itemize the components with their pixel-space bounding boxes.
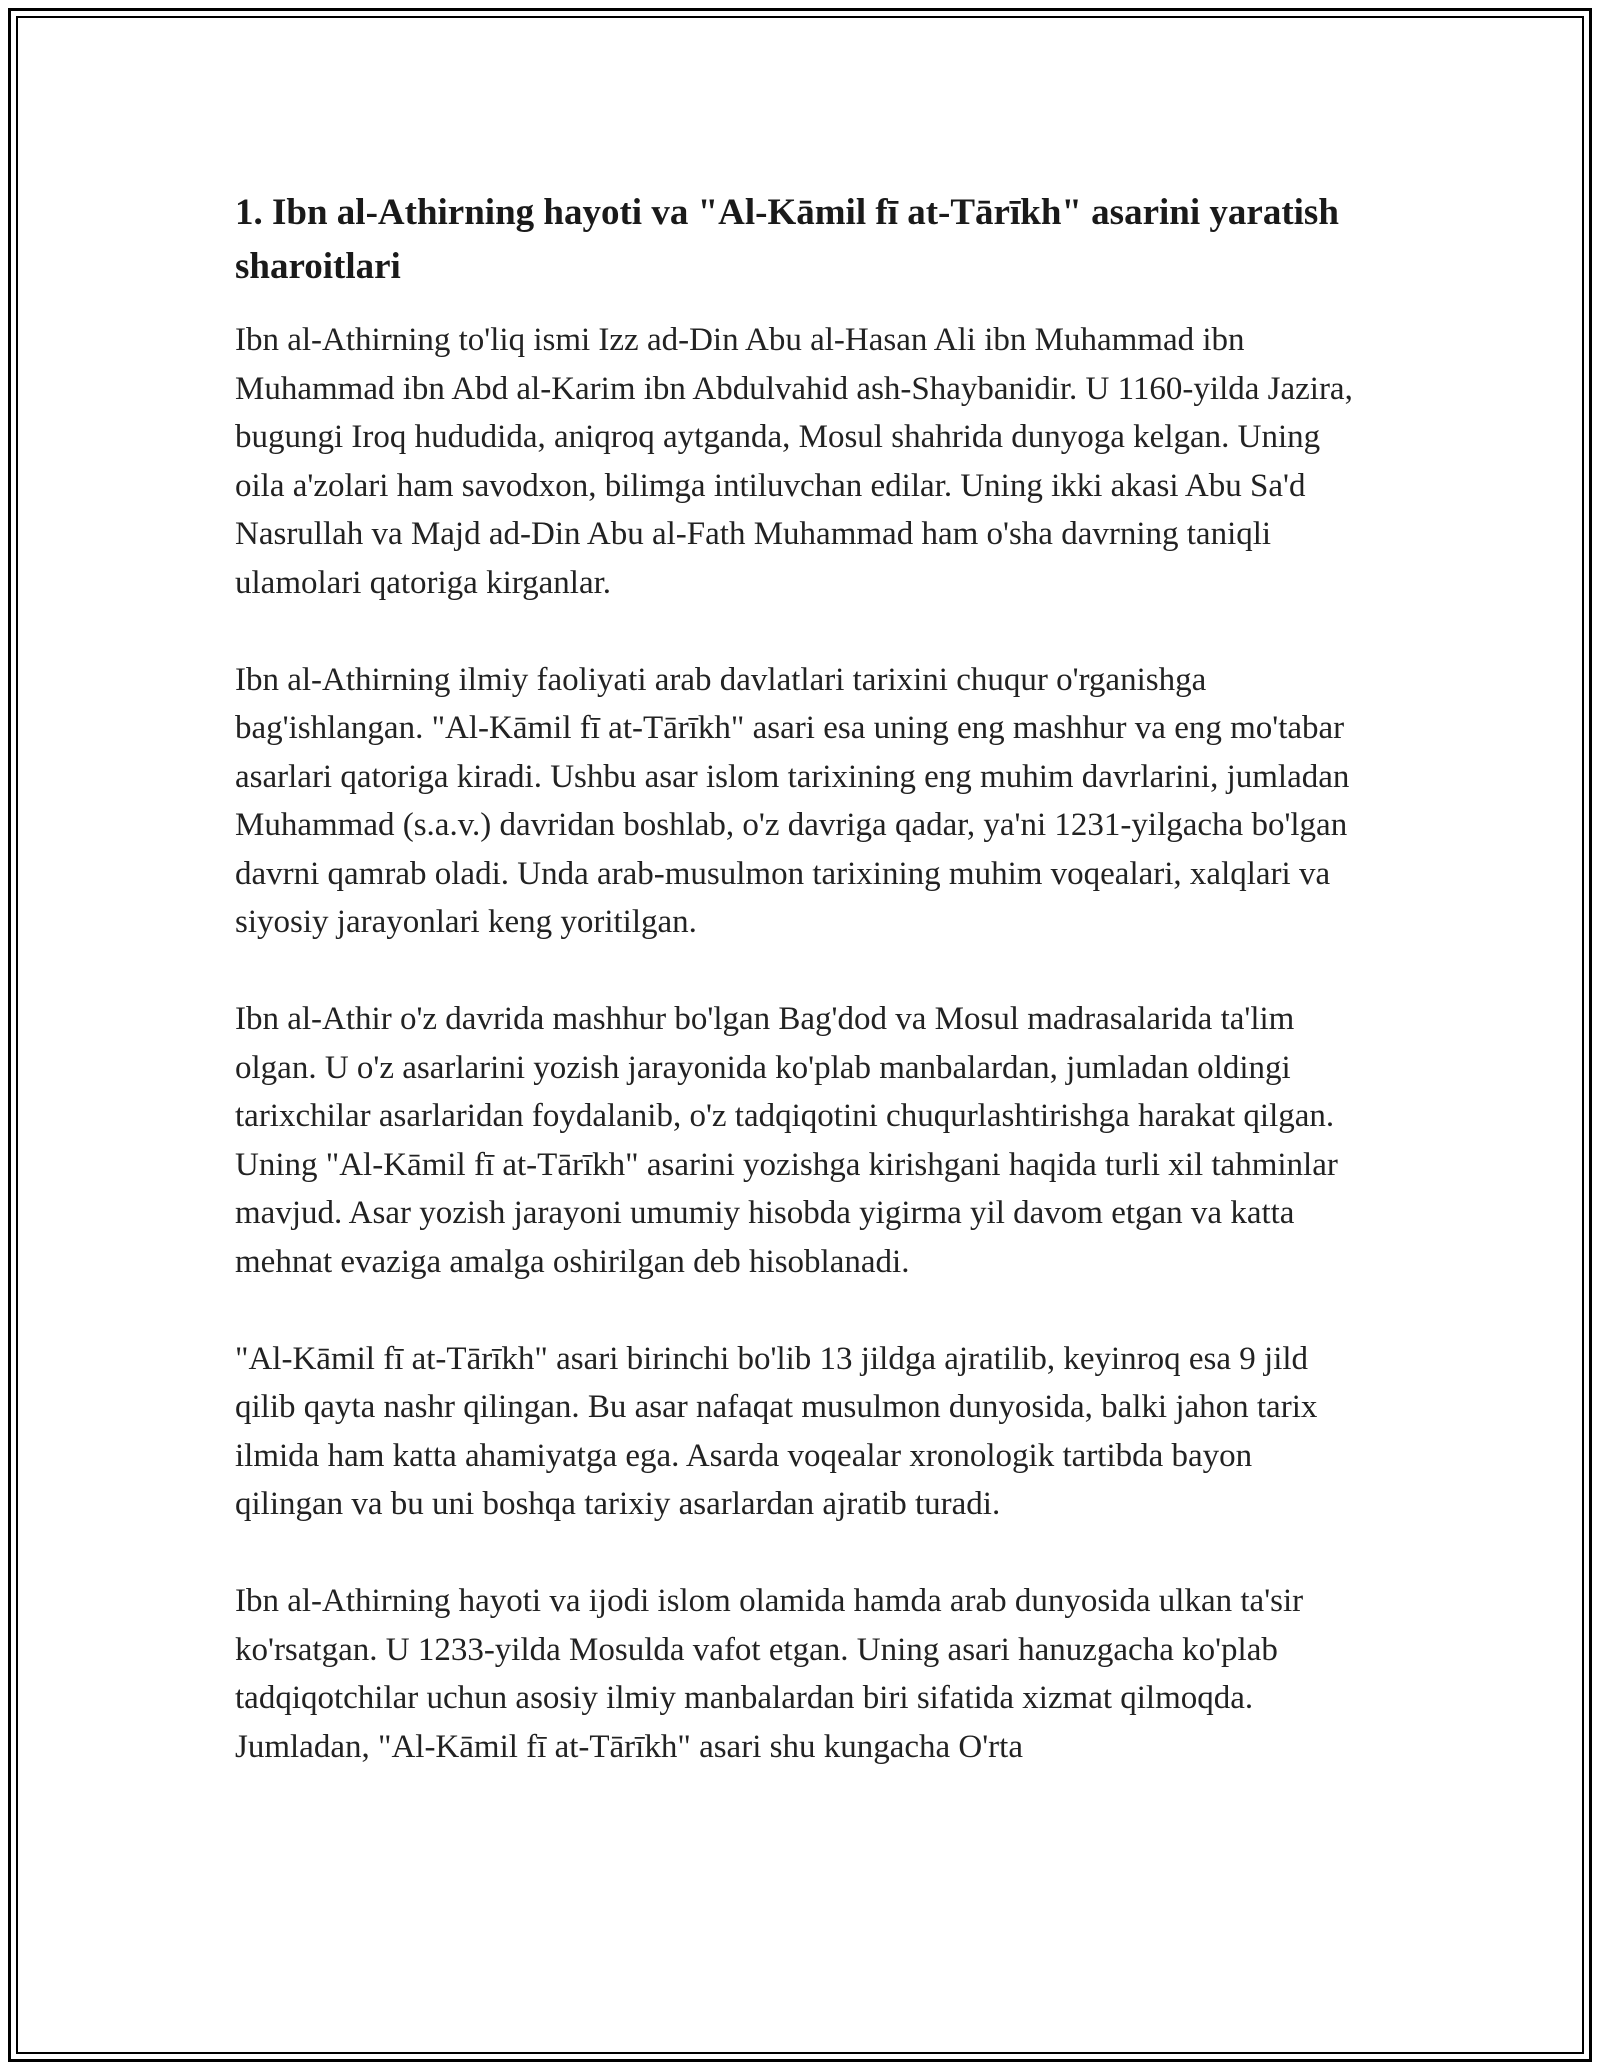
paragraph-4: "Al-Kāmil fī at-Tārīkh" asari birinchi bo'lib 13 jildga ajratilib, keyinroq esa 9 jild qilib qayta nashr qilingan. Bu asar nafaqat musulmon dunyosida, balki jahon tarix ilmida ham katta ahamiyatga ega. Asarda voqealar xronologik tartibda bayon qilingan va bu uni boshqa tarixiy asarlardan ajratib turadi. (235, 1340, 1318, 1522)
paragraph-2: Ibn al-Athirning ilmiy faoliyati arab davlatlari tarixini chuqur o'rganishga bag'ishlangan. "Al-Kāmil fī at-Tārīkh" asari esa uning eng mashhur va eng mo'tabar asarlari qatoriga kiradi. Ushbu asar islom tarixining eng muhim davrlarini, jumladan Muhammad (s.a.v.) davridan boshlab, o'z davriga qadar, ya'ni 1231-yilgacha bo'lgan davrni qamrab oladi. Unda arab-musulmon tarixining muhim voqealari, xalqlari va siyosiy jarayonlari keng yoritilgan. (235, 661, 1350, 940)
paragraph-1: Ibn al-Athirning to'liq ismi Izz ad-Din Abu al-Hasan Ali ibn Muhammad ibn Muhammad ibn Abd al-Karim ibn Abdulvahid ash-Shaybanidir. U 1160-yilda Jazira, bugungi Iroq hududida, aniqroq aytganda, Mosul shahrida dunyoga kelgan. Uning oila a'zolari ham savodxon, bilimga intiluvchan edilar. Uning ikki akasi Abu Sa'd Nasrullah va Majd ad-Din Abu al-Fath Muhammad ham o'sha davrning taniqli ulamolari qatoriga kirganlar. (235, 322, 1353, 601)
paragraph-3: Ibn al-Athir o'z davrida mashhur bo'lgan Bag'dod va Mosul madrasalarida ta'lim olgan. U o'z asarlarini yozish jarayonida ko'plab manbalardan, jumladan oldingi tarixchilar asarlaridan foydalanib, o'z tadqiqotini chuqurlashtirishga harakat qilgan. Uning "Al-Kāmil fī at-Tārīkh" asarini yozishga kirishgani haqida turli xil tahminlar mavjud. Asar yozish jarayoni umumiy hisobda yigirma yil davom etgan va katta mehnat evaziga amalga oshirilgan deb hisoblanadi. (235, 1001, 1338, 1280)
paragraph-5: Ibn al-Athirning hayoti va ijodi islom olamida hamda arab dunyosida ulkan ta'sir ko'rsatgan. U 1233-yilda Mosulda vafot etgan. Uning asari hanuzgacha ko'plab tadqiqotchilar uchun asosiy ilmiy manbalardan biri sifatida xizmat qilmoqda. Jumladan, "Al-Kāmil fī at-Tārīkh" asari shu kungacha O'rta (235, 1583, 1304, 1765)
document-body (235, 186, 1365, 1820)
page-title: 1. Ibn al-Athirning hayoti va "Al-Kāmil fī at-Tārīkh" asarini yaratish sharoitlari (235, 192, 1339, 287)
